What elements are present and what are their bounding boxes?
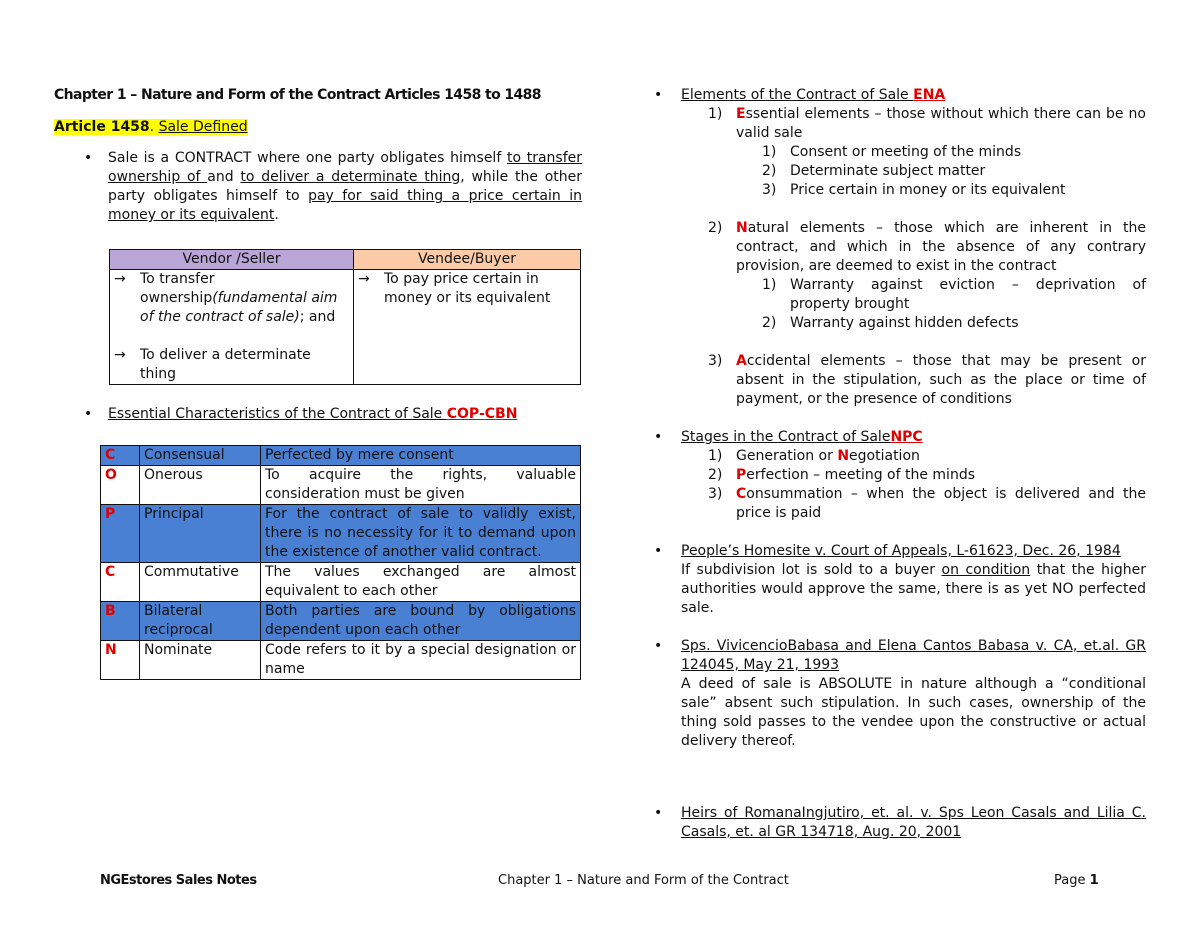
stage-item: 3) Consummation – when the object is delivered and the price is paid xyxy=(708,486,1146,521)
acronym-cop-cbn: COP-CBN xyxy=(446,406,518,422)
case-title: • Heirs of RomanaIngjutiro, et. al. v. Sps Leon Casals and Lilia C. Casals, et. al GR 134718, Aug. 20, 2001 xyxy=(681,805,1146,840)
case-ingjutiro xyxy=(652,804,1146,842)
vendor-vendee-table xyxy=(109,249,581,385)
natural-item: 2) Warranty against hidden defects xyxy=(762,315,1019,331)
elements-heading: • Elements of the Contract of Sale ENA xyxy=(652,86,1146,105)
characteristic-desc: Both parties are bound by obligations dependent upon each other xyxy=(261,602,581,641)
page-number: 1 xyxy=(1089,873,1099,888)
characteristic-name: Consensual xyxy=(140,446,261,466)
essential-elements: 1) Essential elements – those without which there can be no valid sale xyxy=(708,106,1146,141)
stage-item: 1) Generation or Negotiation xyxy=(708,448,920,464)
essential-item: 1) Consent or meeting of the minds xyxy=(762,144,1022,160)
characteristic-name: Commutative xyxy=(140,563,261,602)
footer-center: Chapter 1 – Nature and Form of the Contract xyxy=(498,873,789,888)
footer-left: NGEstores Sales Notes xyxy=(100,873,257,888)
characteristic-letter: O xyxy=(101,466,140,505)
vendee-obligations: → To pay price certain in money or its equivalent xyxy=(354,270,581,385)
vendor-obligations: → To transfer ownership(fundamental aim of the contract of sale); and → To deliver a determinate thing xyxy=(110,270,354,385)
article-number: Article 1458 xyxy=(54,119,150,135)
acronym-ena: ENA xyxy=(913,87,946,103)
vendee-header: Vendee/Buyer xyxy=(354,250,581,270)
characteristic-row xyxy=(101,446,581,466)
article-heading: Article 1458. Sale Defined xyxy=(54,119,248,135)
essential-characteristics-heading: • Essential Characteristics of the Contract of Sale COP-CBN xyxy=(54,405,582,424)
natural-item: 1) Warranty against eviction – deprivation of property brought xyxy=(762,277,1146,312)
characteristic-name: Principal xyxy=(140,505,261,563)
characteristic-desc: The values exchanged are almost equivalent to each other xyxy=(261,563,581,602)
characteristic-desc: To acquire the rights, valuable consideration must be given xyxy=(261,466,581,505)
characteristic-row xyxy=(101,563,581,602)
natural-elements: 2) Natural elements – those which are inherent in the contract, and which in the absence of any contrary provision, are deemed to exist in the contract xyxy=(708,220,1146,274)
stages-heading: • Stages in the Contract of SaleNPC xyxy=(652,428,1146,447)
case-summary: A deed of sale is ABSOLUTE in nature although a “conditional sale” absent such stipulation. In such cases, ownership of the thing sold passes to the vendee upon the constructive or actual delivery thereof. xyxy=(681,676,1146,749)
arrow-icon: → xyxy=(114,347,126,363)
arrow-icon: → xyxy=(358,271,370,287)
characteristic-letter: N xyxy=(101,641,140,680)
characteristics-table xyxy=(100,445,581,680)
acronym-npc: NPC xyxy=(890,429,923,445)
characteristic-row xyxy=(101,602,581,641)
left-column xyxy=(54,86,582,680)
vendor-header: Vendor /Seller xyxy=(110,250,354,270)
characteristic-desc: Code refers to it by a special designation or name xyxy=(261,641,581,680)
accidental-elements: 3) Accidental elements – those that may be present or absent in the stipulation, such as the place or time of payment, or the presence of conditions xyxy=(708,353,1146,407)
case-title: • People’s Homesite v. Court of Appeals, L-61623, Dec. 26, 1984 xyxy=(681,543,1121,559)
case-babasa xyxy=(652,637,1146,751)
arrow-icon: → xyxy=(114,271,126,287)
sale-definition: • Sale is a CONTRACT where one party obligates himself to transfer ownership of and to deliver a determinate thing, while the other party obligates himself to pay for said thing a price certain in money or its equivalent. xyxy=(54,149,582,225)
characteristic-row xyxy=(101,641,581,680)
characteristic-letter: C xyxy=(101,446,140,466)
chapter-title: Chapter 1 – Nature and Form of the Contract Articles 1458 to 1488 xyxy=(54,87,541,103)
case-title: • Sps. VivicencioBabasa and Elena Cantos Babasa v. CA, et.al. GR 124045, May 21, 1993 xyxy=(681,638,1146,673)
case-summary: If subdivision lot is sold to a buyer on condition that the higher authorities would approve the same, there is as yet NO perfected sale. xyxy=(681,562,1146,616)
characteristic-name: Onerous xyxy=(140,466,261,505)
characteristic-desc: For the contract of sale to validly exist, there is no necessity for it to demand upon the existence of another valid contract. xyxy=(261,505,581,563)
stage-item: 2) Perfection – meeting of the minds xyxy=(708,467,975,483)
essential-item: 2) Determinate subject matter xyxy=(762,163,986,179)
characteristic-row xyxy=(101,505,581,563)
characteristic-letter: B xyxy=(101,602,140,641)
right-column xyxy=(652,86,1146,842)
case-peoples-homesite xyxy=(652,542,1146,618)
footer-page: Page 1 xyxy=(1054,873,1099,888)
characteristic-name: Bilateral reciprocal xyxy=(140,602,261,641)
article-title: Sale Defined xyxy=(158,119,248,135)
characteristic-row xyxy=(101,466,581,505)
characteristic-letter: C xyxy=(101,563,140,602)
characteristic-letter: P xyxy=(101,505,140,563)
characteristic-desc: Perfected by mere consent xyxy=(261,446,581,466)
characteristic-name: Nominate xyxy=(140,641,261,680)
essential-item: 3) Price certain in money or its equivalent xyxy=(762,182,1066,198)
